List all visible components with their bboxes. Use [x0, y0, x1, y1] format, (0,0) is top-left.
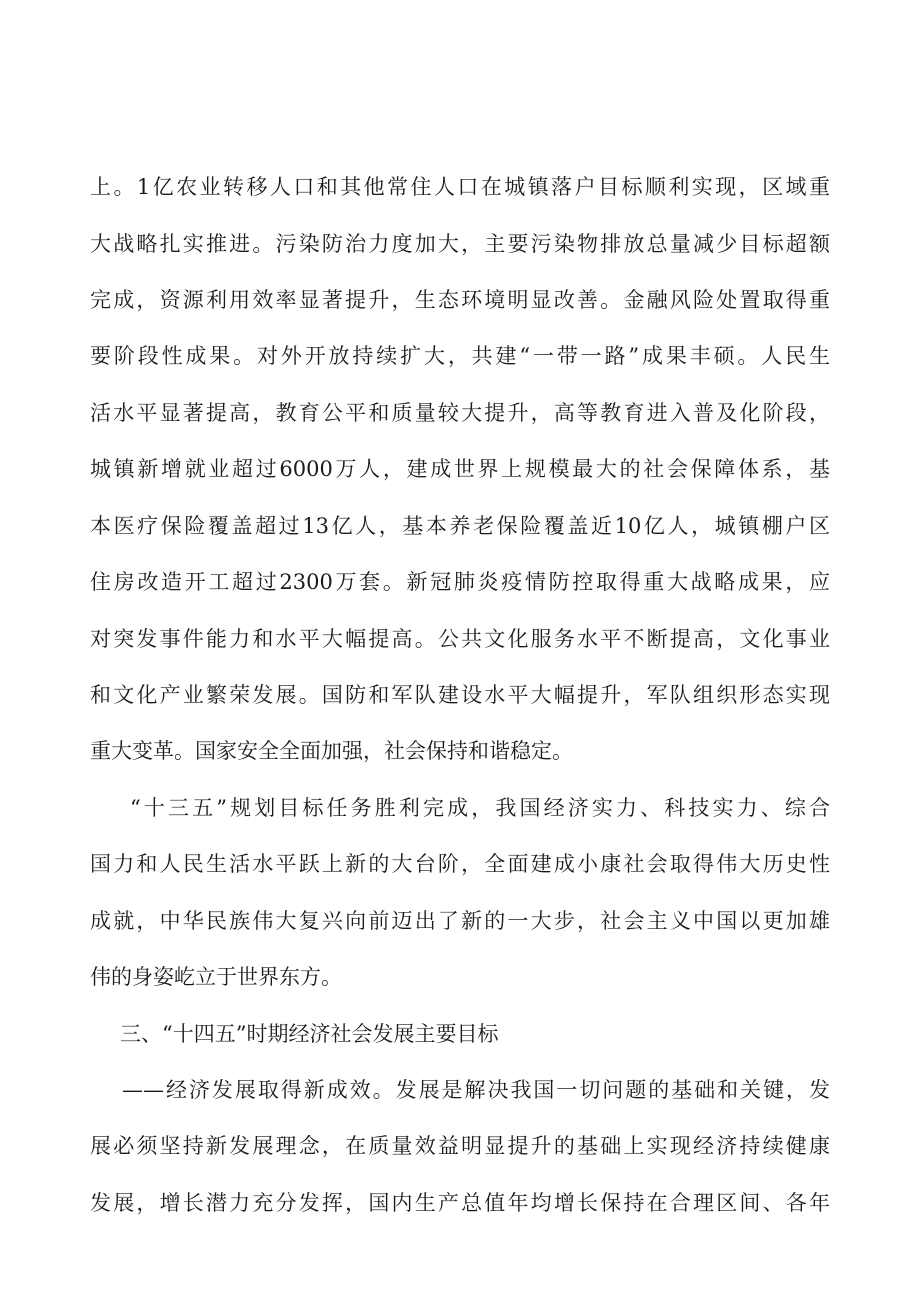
paragraph-line: “十三五”规划目标任务胜利完成，我国经济实力、科技实力、综合	[130, 796, 830, 820]
paragraph-line: 完成，资源利用效率显著提升，生态环境明显改善。金融风险处置取得重	[90, 288, 830, 312]
paragraph-line: 住房改造开工超过2300万套。新冠肺炎疫情防控取得重大战略成果，应	[90, 570, 830, 594]
paragraph-line: 本医疗保险覆盖超过13亿人，基本养老保险覆盖近10亿人，城镇棚户区	[90, 514, 830, 538]
paragraph-line: 重大变革。国家安全全面加强，社会保持和谐稳定。	[90, 739, 573, 763]
paragraph-line: 展必须坚持新发展理念，在质量效益明显提升的基础上实现经济持续健康	[90, 1134, 830, 1158]
paragraph-line: 发展，增长潜力充分发挥，国内生产总值年均增长保持在合理区间、各年	[90, 1191, 830, 1215]
paragraph-line: 上。1亿农业转移人口和其他常住人口在城镇落户目标顺利实现，区域重	[90, 175, 830, 199]
paragraph-line: 伟的身姿屹立于世界东方。	[90, 965, 342, 989]
paragraph-line: ——经济发展取得新成效。发展是解决我国一切问题的基础和关键，发	[122, 1078, 830, 1102]
section-heading: 三、“十四五”时期经济社会发展主要目标	[120, 1022, 499, 1046]
paragraph-line: 和文化产业繁荣发展。国防和军队建设水平大幅提升，军队组织形态实现	[90, 683, 830, 707]
paragraph-line: 大战略扎实推进。污染防治力度加大，主要污染物排放总量减少目标超额	[90, 232, 830, 256]
paragraph-line: 城镇新增就业超过6000万人，建成世界上规模最大的社会保障体系，基	[90, 457, 830, 481]
paragraph-line: 活水平显著提高，教育公平和质量较大提升，高等教育进入普及化阶段，	[90, 401, 830, 425]
paragraph-line: 国力和人民生活水平跃上新的大台阶，全面建成小康社会取得伟大历史性	[90, 852, 830, 876]
paragraph-line: 成就，中华民族伟大复兴向前迈出了新的一大步，社会主义中国以更加雄	[90, 909, 830, 933]
paragraph-line: 要阶段性成果。对外开放持续扩大，共建“一带一路”成果丰硕。人民生	[90, 344, 830, 368]
paragraph-line: 对突发事件能力和水平大幅提高。公共文化服务水平不断提高，文化事业	[90, 627, 830, 651]
